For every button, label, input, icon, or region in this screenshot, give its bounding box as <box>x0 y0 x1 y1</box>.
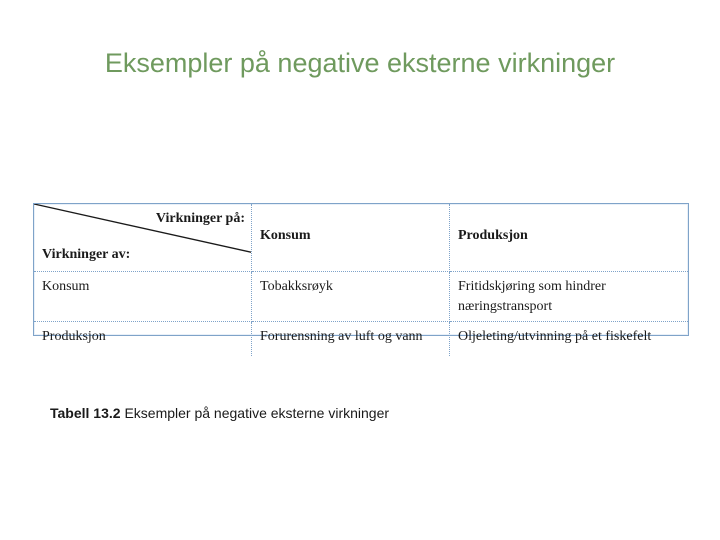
corner-header-cell <box>34 204 252 272</box>
table-cell: Forurensning av luft og vann <box>252 322 450 357</box>
caption-label: Tabell 13.2 <box>50 405 121 421</box>
table-grid <box>34 204 688 356</box>
slide-title: Eksempler på negative eksterne virkninger <box>104 48 616 78</box>
table-cell: Tobakksrøyk <box>252 272 450 322</box>
corner-effects-of-label: Virkninger av: <box>42 247 131 262</box>
table-cell: Oljeleting/utvinning på et fiskefelt <box>458 329 652 344</box>
table-header-row <box>34 204 688 272</box>
header-cell-produksjon: Produksjon <box>450 204 689 272</box>
row-label: Konsum <box>34 272 252 322</box>
table-cell: Fritidskjøring som hindrer næringstransport <box>450 272 689 322</box>
table-caption <box>50 405 389 421</box>
caption-text: Eksempler på negative eksterne virkninger <box>120 405 390 421</box>
table-row <box>34 322 688 357</box>
externalities-table <box>33 203 689 344</box>
table-row <box>34 272 688 322</box>
corner-effects-on-label: Virkninger på: <box>155 211 245 226</box>
header-cell-konsum: Konsum <box>252 204 450 272</box>
row-label: Produksjon <box>34 322 252 357</box>
